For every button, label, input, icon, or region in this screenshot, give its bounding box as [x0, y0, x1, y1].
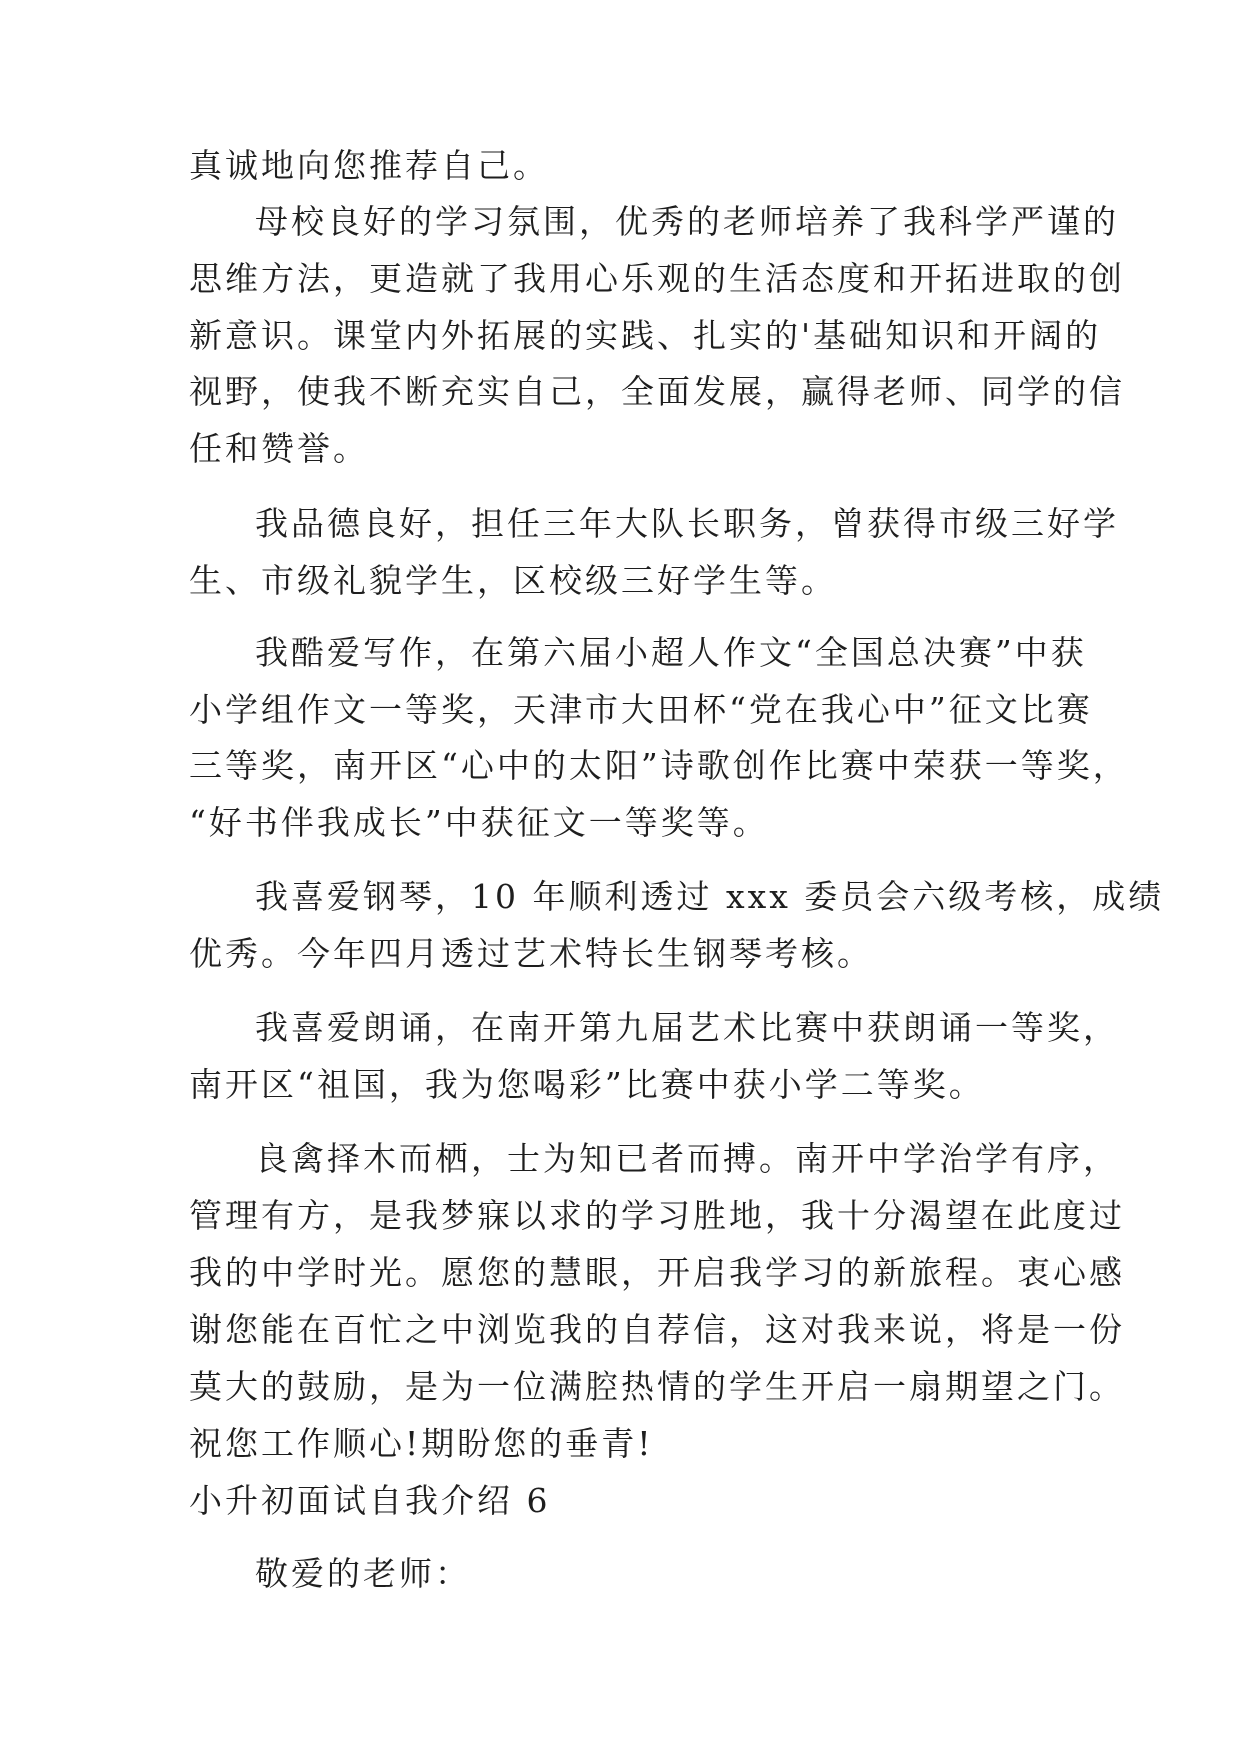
salutation: 敬爱的老师： [255, 1554, 471, 1593]
text-line: 新意识。课堂内外拓展的实践、扎实的'基础知识和开阔的 [189, 316, 1102, 355]
text-line: 管理有方，是我梦寐以求的学习胜地，我十分渴望在此度过 [189, 1196, 1125, 1235]
text-line: 视野，使我不断充实自己，全面发展，赢得老师、同学的信 [189, 372, 1125, 411]
text-line: 我的中学时光。愿您的慧眼，开启我学习的新旅程。衷心感 [189, 1253, 1125, 1292]
text-line: 思维方法，更造就了我用心乐观的生活态度和开拓进取的创 [189, 259, 1125, 298]
paragraph-first-line: 我品德良好，担任三年大队长职务，曾获得市级三好学 [255, 504, 1119, 543]
text-line: 真诚地向您推荐自己。 [189, 146, 549, 185]
text-line: “好书伴我成长”中获征文一等奖等。 [189, 803, 769, 842]
paragraph-first-line: 我喜爱朗诵，在南开第九届艺术比赛中获朗诵一等奖， [255, 1008, 1119, 1047]
paragraph-first-line: 良禽择木而栖，士为知已者而搏。南开中学治学有序， [255, 1139, 1119, 1178]
text-line: 小学组作文一等奖，天津市大田杯“党在我心中”征文比赛 [189, 690, 1093, 729]
paragraph-first-line: 我喜爱钢琴，10 年顺利透过 xxx 委员会六级考核，成绩 [255, 877, 1165, 916]
paragraph-first-line: 我酷爱写作，在第六届小超人作文“全国总决赛”中获 [255, 633, 1087, 672]
text-line: 三等奖，南开区“心中的太阳”诗歌创作比赛中荣获一等奖， [189, 746, 1129, 785]
text-line: 谢您能在百忙之中浏览我的自荐信，这对我来说，将是一份 [189, 1310, 1125, 1349]
section-heading: 小升初面试自我介绍 6 [189, 1481, 551, 1520]
paragraph-first-line: 母校良好的学习氛围，优秀的老师培养了我科学严谨的 [255, 202, 1119, 241]
text-line: 生、市级礼貌学生，区校级三好学生等。 [189, 561, 837, 600]
text-line: 祝您工作顺心!期盼您的垂青! [189, 1424, 654, 1463]
text-line: 任和赞誉。 [189, 429, 369, 468]
text-line: 南开区“祖国，我为您喝彩”比赛中获小学二等奖。 [189, 1065, 985, 1104]
text-line: 莫大的鼓励，是为一位满腔热情的学生开启一扇期望之门。 [189, 1367, 1125, 1406]
text-line: 优秀。今年四月透过艺术特长生钢琴考核。 [189, 934, 873, 973]
